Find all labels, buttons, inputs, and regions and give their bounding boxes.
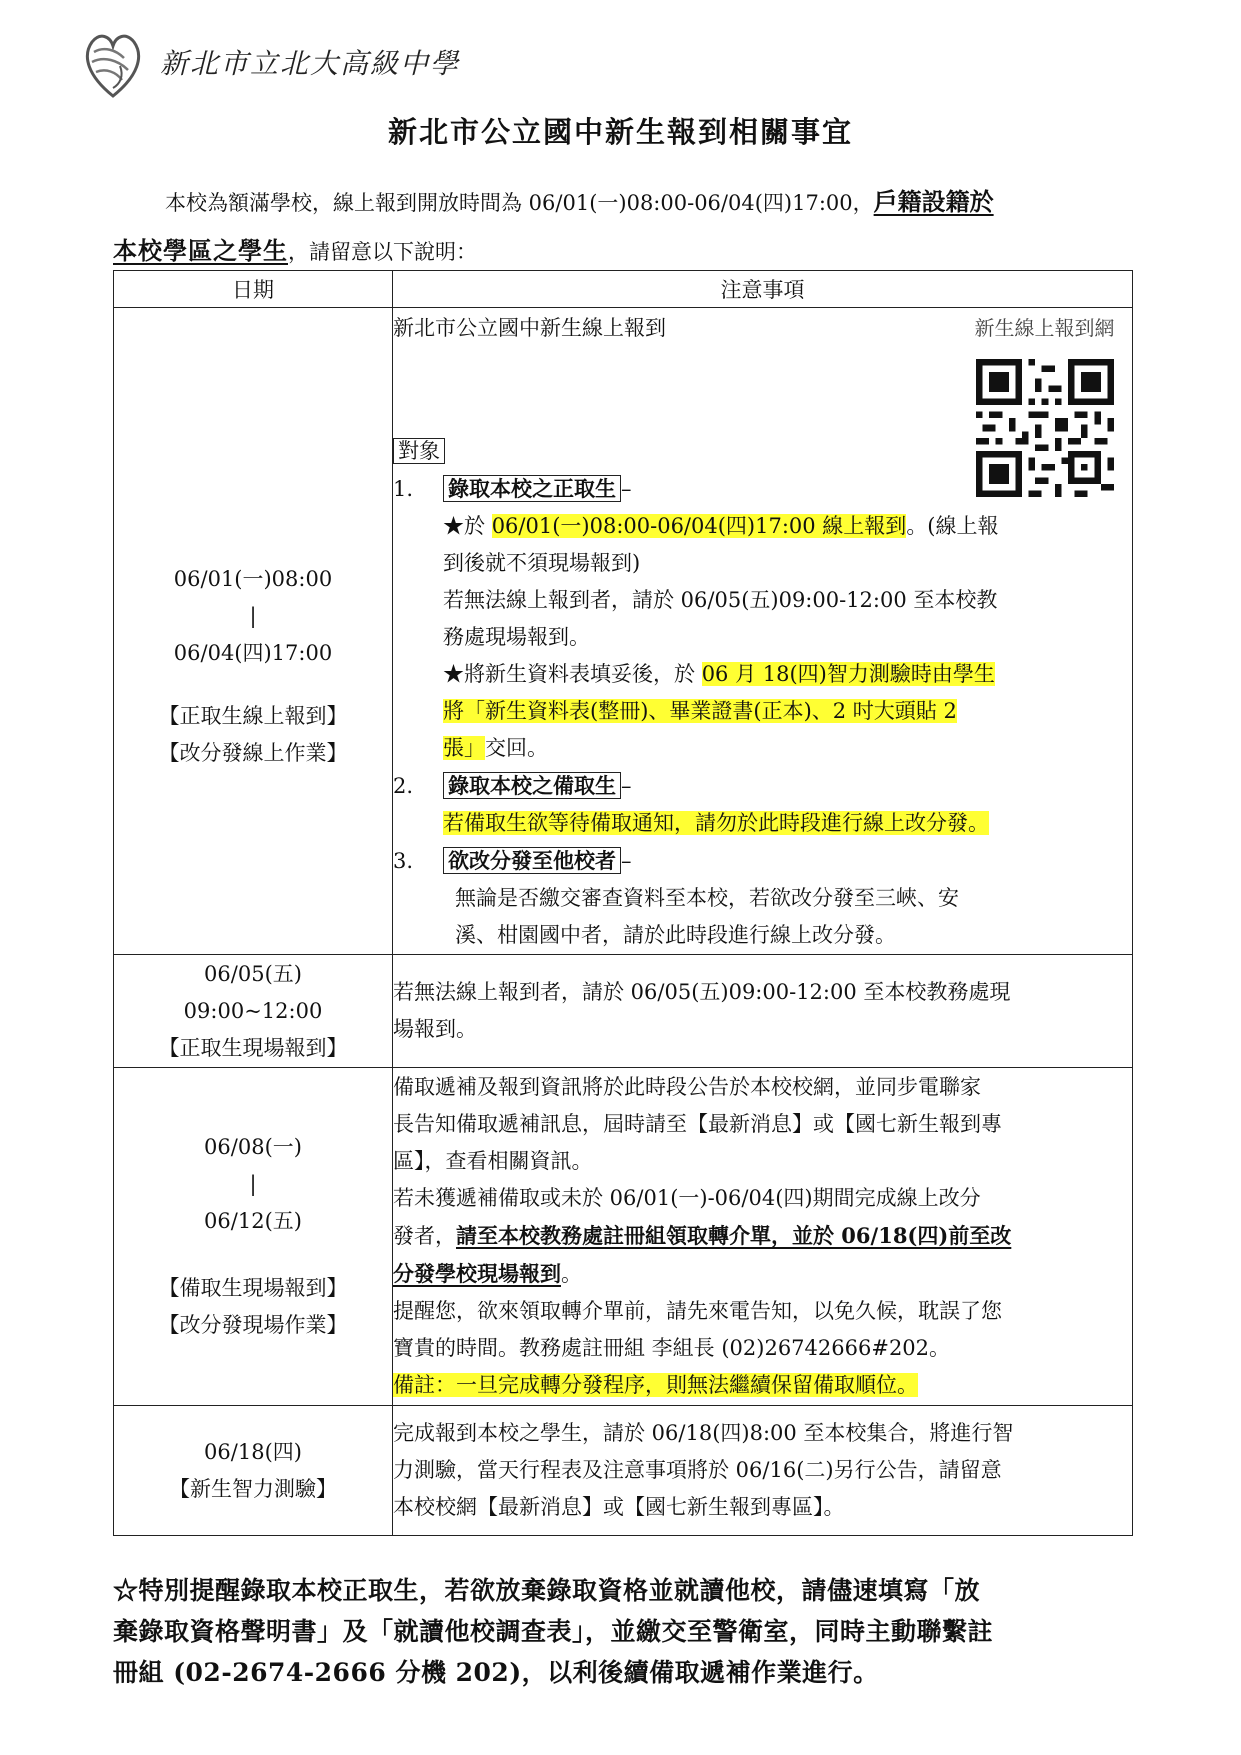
date-time: 09:00~12:00 — [183, 998, 323, 1023]
target-label: 對象 — [393, 438, 445, 464]
item-label: 錄取本校之備取生 — [443, 772, 621, 799]
note-line: 區】，查看相關資訊。 — [393, 1149, 593, 1173]
table-header-row — [114, 271, 1133, 308]
reminder-line: ☆特別提醒錄取本校正取生，若欲放棄錄取資格並就讀他校，請儘速填寫「放 — [113, 1576, 981, 1605]
item-dash: – — [621, 774, 632, 798]
list-item — [393, 767, 1132, 805]
date-end: 06/12(五) — [204, 1209, 302, 1233]
highlighted-text: 將「新生資料表(整冊)、畢業證書(正本)、2 吋大頭貼 2 — [443, 699, 957, 723]
column-header-date: 日期 — [114, 271, 393, 308]
note-line: 發者，請至本校教務處註冊組領取轉介單，並於 06/18(四)前至改 — [393, 1223, 1012, 1248]
note-line: 若無法線上報到者，請於 06/05(五)09:00-12:00 至本校教務處現 — [393, 980, 1011, 1004]
note-line: 寶貴的時間。教務處註冊組 李組長 (02)26742666#202。 — [393, 1336, 951, 1360]
item-line: 務處現場報到。 — [443, 625, 590, 649]
stage-tag: 【正取生現場報到】 — [158, 1035, 348, 1060]
note-line: 備取遞補及報到資訊將於此時段公告於本校校網，並同步電聯家 — [393, 1075, 981, 1099]
item-line: ★將新生資料表填妥後，於 06 月 18(四)智力測驗時由學生 — [443, 662, 995, 686]
column-header-notes: 注意事項 — [393, 271, 1133, 308]
item-line: 張」交回。 — [443, 736, 548, 760]
stage-tag: 【新生智力測驗】 — [169, 1476, 337, 1501]
note-line: 場報到。 — [393, 1017, 477, 1041]
date-start: 06/18(四) — [204, 1439, 302, 1464]
note-line: 若未獲遞補備取或未於 06/01(一)-06/04(四)期間完成線上改分 — [393, 1186, 981, 1210]
item-line: 溪、柑園國中者，請於此時段進行線上改分發。 — [455, 923, 896, 947]
note-line — [393, 1367, 1132, 1404]
item-line: ★於 06/01(一)08:00-06/04(四)17:00 線上報到。(線上報 — [443, 514, 999, 538]
schedule-table — [113, 270, 1133, 1536]
intro-emphasis: 本校學區之學生 — [113, 236, 288, 265]
date-cell — [114, 1068, 393, 1406]
intro-line-1 — [113, 178, 1133, 227]
note-line: 本校校網【最新消息】或【國七新生報到專區】。 — [393, 1495, 845, 1519]
table-row — [114, 1406, 1133, 1536]
notes-cell — [393, 955, 1133, 1068]
list-item — [393, 842, 1132, 880]
item-dash: – — [621, 849, 632, 873]
date-start: 06/05(五) — [204, 961, 302, 986]
notes-heading: 新北市公立國中新生線上報到 — [393, 316, 666, 340]
item-label: 欲改分發至他校者 — [443, 847, 621, 874]
note-line: 分發學校現場報到。 — [393, 1261, 582, 1286]
intro-emphasis: 戶籍設籍於 — [873, 187, 994, 216]
item-line: 若無法線上報到者，請於 06/05(五)09:00-12:00 至本校教 — [443, 588, 998, 612]
note-line: 長告知備取遞補訊息，屆時請至【最新消息】或【國七新生報到專 — [393, 1112, 1002, 1136]
note-line: 提醒您，欲來領取轉介單前，請先來電告知，以免久候，耽誤了您 — [393, 1299, 1002, 1323]
underlined-text: 分發學校現場報到 — [393, 1261, 561, 1286]
highlighted-text: 06 月 18(四)智力測驗時由學生 — [701, 662, 995, 686]
stage-tag: 【改分發現場作業】 — [158, 1313, 348, 1337]
stage-tag: 【改分發線上作業】 — [158, 740, 348, 765]
highlighted-text: 若備取生欲等待備取通知，請勿於此時段進行線上改分發。 — [443, 811, 989, 835]
underlined-text: 請至本校教務處註冊組領取轉介單，並於 06/18(四)前至改 — [456, 1223, 1012, 1248]
reminder-line: 棄錄取資格聲明書」及「就讀他校調查表」，並繳交至警衛室，同時主動聯繫註 — [113, 1617, 994, 1646]
notes-cell — [393, 308, 1133, 955]
date-separator: | — [249, 603, 257, 628]
date-end: 06/04(四)17:00 — [173, 640, 333, 665]
table-row — [114, 308, 1133, 955]
item-line: 無論是否繳交審查資料至本校，若欲改分發至三峽、安 — [455, 886, 959, 910]
highlighted-text: 張」 — [443, 736, 485, 760]
item-line — [393, 693, 1132, 730]
item-line: 到後就不須現場報到) — [443, 551, 641, 575]
date-separator: | — [249, 1172, 257, 1196]
item-dash: – — [621, 477, 632, 501]
item-number: 3. — [393, 849, 414, 873]
notes-cell — [393, 1068, 1133, 1406]
highlighted-text: 06/01(一)08:00-06/04(四)17:00 線上報到 — [491, 514, 907, 538]
school-logo — [80, 26, 146, 100]
date-cell — [114, 955, 393, 1068]
reminder-line: 冊組 (02-2674-2666 分機 202)，以利後續備取遞補作業進行。 — [113, 1658, 879, 1687]
highlighted-text: 備註：一旦完成轉分發程序，則無法繼續保留備取順位。 — [393, 1373, 918, 1397]
qr-code[interactable] — [976, 359, 1114, 497]
note-line: 完成報到本校之學生，請於 06/18(四)8:00 至本校集合，將進行智 — [393, 1421, 1014, 1445]
date-start: 06/08(一) — [204, 1135, 302, 1159]
school-name: 新北市立北大高級中學 — [160, 47, 461, 80]
date-cell — [114, 1406, 393, 1536]
qr-block — [957, 310, 1132, 497]
intro-text: 本校為額滿學校，線上報到開放時間為 06/01(一)08:00-06/04(四)17:00， — [165, 191, 874, 215]
qr-caption: 新生線上報到網 — [974, 316, 1115, 340]
date-cell — [114, 308, 393, 955]
note-line: 力測驗，當天行程表及注意事項將於 06/16(二)另行公告，請留意 — [393, 1458, 1002, 1482]
item-label: 錄取本校之正取生 — [443, 475, 621, 502]
special-reminder — [113, 1570, 1133, 1693]
stage-tag: 【備取生現場報到】 — [158, 1276, 348, 1300]
notes-cell — [393, 1406, 1133, 1536]
intro-text: ，請留意以下說明： — [288, 240, 477, 264]
intro-line-2 — [113, 227, 1133, 276]
intro-paragraph — [113, 178, 1133, 276]
item-number: 1. — [393, 477, 414, 501]
document-title: 新北市公立國中新生報到相關事宜 — [387, 115, 853, 149]
item-number: 2. — [393, 774, 414, 798]
stage-tag: 【正取生線上報到】 — [158, 703, 348, 728]
table-row — [114, 1068, 1133, 1406]
item-line — [393, 805, 1132, 842]
date-start: 06/01(一)08:00 — [173, 566, 333, 591]
table-row — [114, 955, 1133, 1068]
